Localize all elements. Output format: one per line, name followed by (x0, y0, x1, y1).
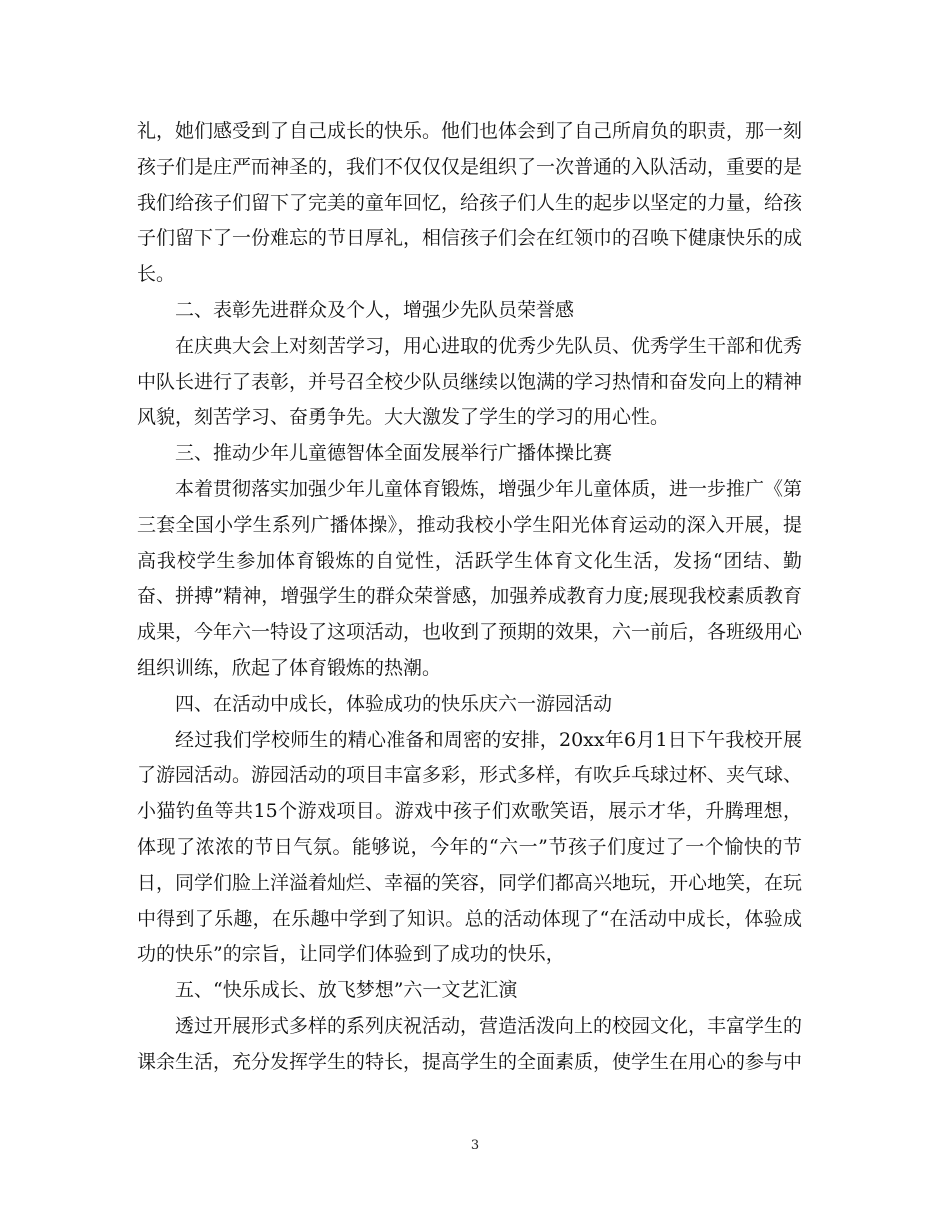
section-heading-4: 四、在活动中成长，体验成功的快乐庆六一游园活动 (175, 692, 613, 715)
section-heading-2: 二、表彰先进群众及个人，增强少先队员荣誉感 (175, 298, 575, 321)
page-number: 3 (470, 1138, 480, 1153)
paragraph-continued: 礼，她们感受到了自己成长的快乐。他们也体会到了自己所肩负的职责，那一刻孩子们是庄严而神圣的，我们不仅仅仅是组织了一次普通的入队活动，重要的是我们给孩子们留下了完美的童年回忆，给孩子们人生的起步以坚定的力量，给孩子们留下了一份难忘的节日厚礼，相信孩子们会在红领巾的召唤下健康快乐的成长。 (137, 120, 803, 286)
section-heading-3: 三、推动少年儿童德智体全面发展举行广播体操比赛 (175, 442, 613, 465)
paragraph-section-5: 透过开展形式多样的系列庆祝活动，营造活泼向上的校园文化，丰富学生的课余生活，充分发挥学生的特长，提高学生的全面素质，使学生在用心的参与中 (137, 1014, 803, 1073)
paragraph-section-2: 在庆典大会上对刻苦学习，用心进取的优秀少先队员、优秀学生干部和优秀中队长进行了表彰，并号召全校少队员继续以饱满的学习热情和奋发向上的精神风貌，刻苦学习、奋勇争先。大大激发了学生的学习的用心性。 (137, 334, 803, 429)
paragraph-section-4: 经过我们学校师生的精心准备和周密的安排，20xx年6月1日下午我校开展了游园活动。游园活动的项目丰富多彩，形式多样，有吹乒乓球过杯、夹气球、小猫钓鱼等共15个游戏项目。游戏中孩子们欢歌笑语，展示才华，升腾理想，体现了浓浓的节日气氛。能够说，今年的“六一”节孩子们度过了一个愉快的节日，同学们脸上洋溢着灿烂、幸福的笑容，同学们都高兴地玩，开心地笑，在玩中得到了乐趣，在乐趣中学到了知识。总的活动体现了“在活动中成长，体验成功的快乐”的宗旨，让同学们体验到了成功的快乐， (137, 728, 803, 966)
section-heading-5: 五、“快乐成长、放飞梦想”六一文艺汇演 (175, 979, 518, 1002)
document-body (137, 114, 802, 1081)
paragraph-section-3: 本着贯彻落实加强少年儿童体育锻炼，增强少年儿童体质，进一步推广《第三套全国小学生系列广播体操》，推动我校小学生阳光体育运动的深入开展，提高我校学生参加体育锻炼的自觉性，活跃学生体育文化生活，发扬“团结、勤奋、拼搏”精神，增强学生的群众荣誉感，加强养成教育力度;展现我校素质教育成果，今年六一特设了这项活动，也收到了预期的效果，六一前后，各班级用心组织训练，欣起了体育锻炼的热潮。 (137, 477, 803, 679)
